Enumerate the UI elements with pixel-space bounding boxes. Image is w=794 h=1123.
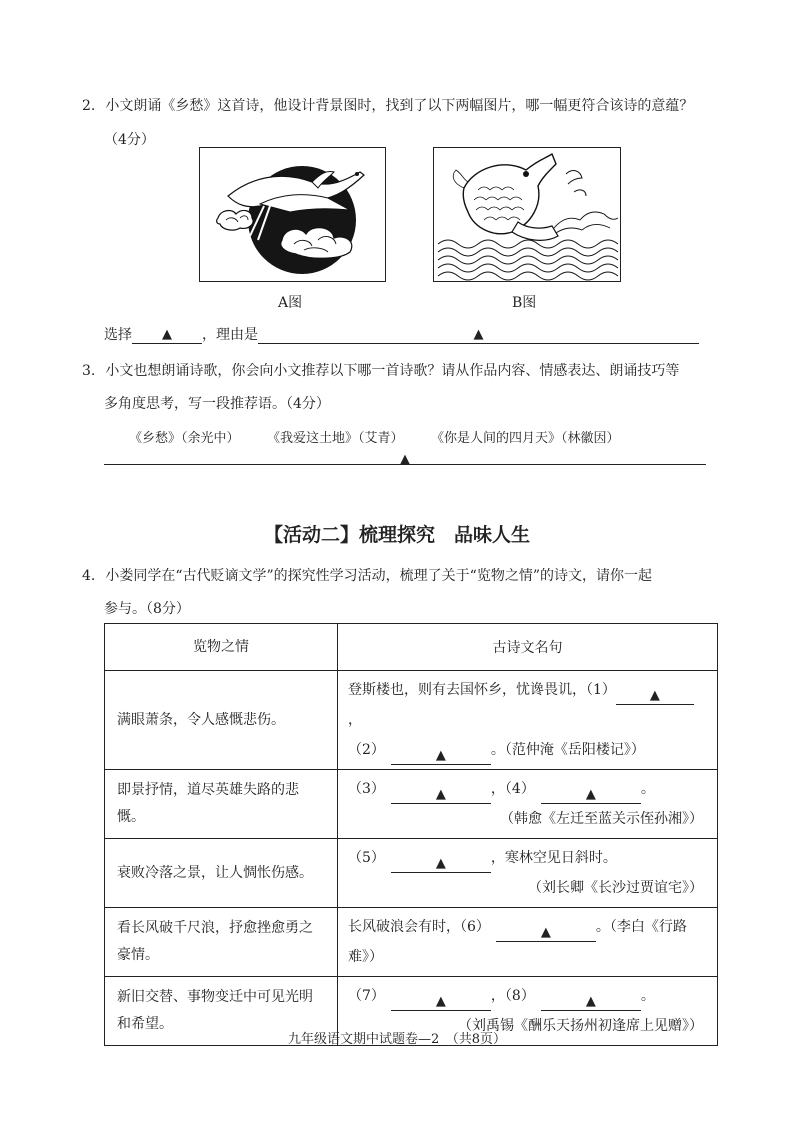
verse-source: （刘禹锡《酬乐天扬州初逢席上见赠》） — [458, 1018, 703, 1034]
q4-question — [82, 565, 652, 585]
emotion-cell: 衰败冷落之景，让人惆怅伤感。 — [105, 839, 338, 908]
choice-blank[interactable] — [132, 326, 202, 344]
blank-7[interactable] — [391, 993, 491, 1011]
carp-waves-illustration — [434, 148, 620, 281]
blank-3[interactable] — [391, 786, 491, 804]
verse-cell — [338, 671, 718, 770]
verse-text: 。 — [640, 988, 655, 1004]
q3-answer-blank[interactable] — [104, 450, 706, 465]
verse-text: ，（8） — [490, 988, 535, 1004]
blank-marker-icon: ▲ — [162, 327, 172, 342]
q2-score: （4分） — [104, 132, 155, 148]
reason-blank[interactable] — [258, 326, 699, 344]
blank-marker-icon: ▲ — [585, 994, 596, 1009]
verse-text: （5） — [348, 850, 385, 866]
emotion-cell: 新旧交替、事物变迁中可见光明和希望。 — [105, 977, 338, 1046]
blank-marker-icon: ▲ — [435, 748, 446, 763]
verse-text: 。（范仲淹《岳阳楼记》） — [490, 742, 645, 758]
verse-text: （3） — [348, 781, 385, 797]
q4-number: 4. — [82, 568, 96, 584]
poem-table — [104, 623, 718, 1046]
choose-label: 选择 — [104, 327, 132, 343]
image-a-crane-moon — [199, 147, 386, 282]
verse-cell — [338, 908, 718, 977]
verse-text: 登斯楼也，则有去国怀乡，忧谗畏讥，（1） — [348, 682, 616, 698]
blank-marker-icon: ▲ — [435, 787, 446, 802]
blank-5[interactable] — [391, 855, 491, 873]
q2-question — [82, 95, 693, 115]
q3-number: 3. — [82, 363, 96, 379]
verse-text: （7） — [348, 988, 385, 1004]
verse-source: （刘长卿《长沙过贾谊宅》） — [528, 880, 703, 896]
reason-label: ，理由是 — [202, 327, 258, 343]
blank-6[interactable] — [496, 924, 596, 942]
crane-moon-illustration — [200, 148, 385, 281]
poem-option: 《乡愁》（余光中） — [129, 431, 240, 446]
verse-source: （韩愈《左迁至蓝关示侄孙湘》） — [500, 811, 703, 827]
blank-marker-icon: ▲ — [400, 452, 410, 467]
verse-text: 长风破浪会有时，（6） — [348, 919, 490, 935]
verse-text: 。（李白《行路难》） — [348, 919, 687, 965]
image-a-caption: A图 — [278, 295, 303, 311]
verse-text: ， — [348, 712, 362, 728]
emotion-cell: 即景抒情，道尽英雄失路的悲慨。 — [105, 770, 338, 839]
verse-text: ，（4） — [490, 781, 535, 797]
blank-marker-icon: ▲ — [540, 925, 551, 940]
image-b-carp-waves — [433, 147, 621, 282]
blank-8[interactable] — [541, 993, 641, 1011]
q2-text: 小文朗诵《乡愁》这首诗，他设计背景图时，找到了以下两幅图片，哪一幅更符合该诗的意蕴？ — [105, 98, 694, 114]
blank-marker-icon: ▲ — [435, 994, 446, 1009]
table-row — [105, 770, 718, 839]
verse-cell — [338, 839, 718, 908]
blank-marker-icon: ▲ — [585, 787, 596, 802]
activity-two-heading: 【活动二】梳理探究 品味人生 — [263, 524, 530, 546]
page-footer: 九年级语文期中试题卷—2 （共8页） — [287, 1032, 507, 1047]
poem-option: 《你是人间的四月天》（林徽因） — [437, 431, 620, 446]
q2-answer-line — [104, 324, 699, 344]
q3-text-line2: 多角度思考，写一段推荐语。（4分） — [104, 396, 330, 412]
table-header-row — [105, 624, 718, 671]
header-emotion: 览物之情 — [105, 624, 338, 671]
verse-cell — [338, 770, 718, 839]
poem-option: 《我爱这土地》（艾青） — [273, 431, 404, 446]
verse-text: （2） — [348, 742, 385, 758]
table-row — [105, 839, 718, 908]
blank-marker-icon: ▲ — [473, 327, 484, 342]
blank-4[interactable] — [541, 786, 641, 804]
image-b-caption: B图 — [512, 295, 537, 311]
emotion-cell: 满眼萧条，令人感慨悲伤。 — [105, 671, 338, 770]
verse-text: ，寒林空见日斜时。 — [490, 850, 617, 866]
q2-number: 2. — [82, 98, 96, 114]
blank-marker-icon: ▲ — [435, 856, 446, 871]
emotion-cell: 看长风破千尺浪，抒愈挫愈勇之豪情。 — [105, 908, 338, 977]
table-row — [105, 908, 718, 977]
q4-text-line2: 参与。（8分） — [104, 601, 190, 617]
blank-2[interactable] — [391, 747, 491, 765]
table-row — [105, 671, 718, 770]
poem-options — [129, 427, 654, 446]
header-verses: 古诗文名句 — [338, 624, 718, 671]
blank-marker-icon: ▲ — [649, 688, 660, 703]
q3-question — [82, 360, 679, 380]
q4-text-line1: 小娄同学在“古代贬谪文学”的探究性学习活动，梳理了关于“览物之情”的诗文，请你一起 — [105, 568, 652, 584]
blank-1[interactable] — [616, 687, 694, 705]
q3-text-line1: 小文也想朗诵诗歌，你会向小文推荐以下哪一首诗歌？请从作品内容、情感表达、朗诵技巧等 — [105, 363, 680, 379]
verse-text: 。 — [640, 781, 655, 797]
